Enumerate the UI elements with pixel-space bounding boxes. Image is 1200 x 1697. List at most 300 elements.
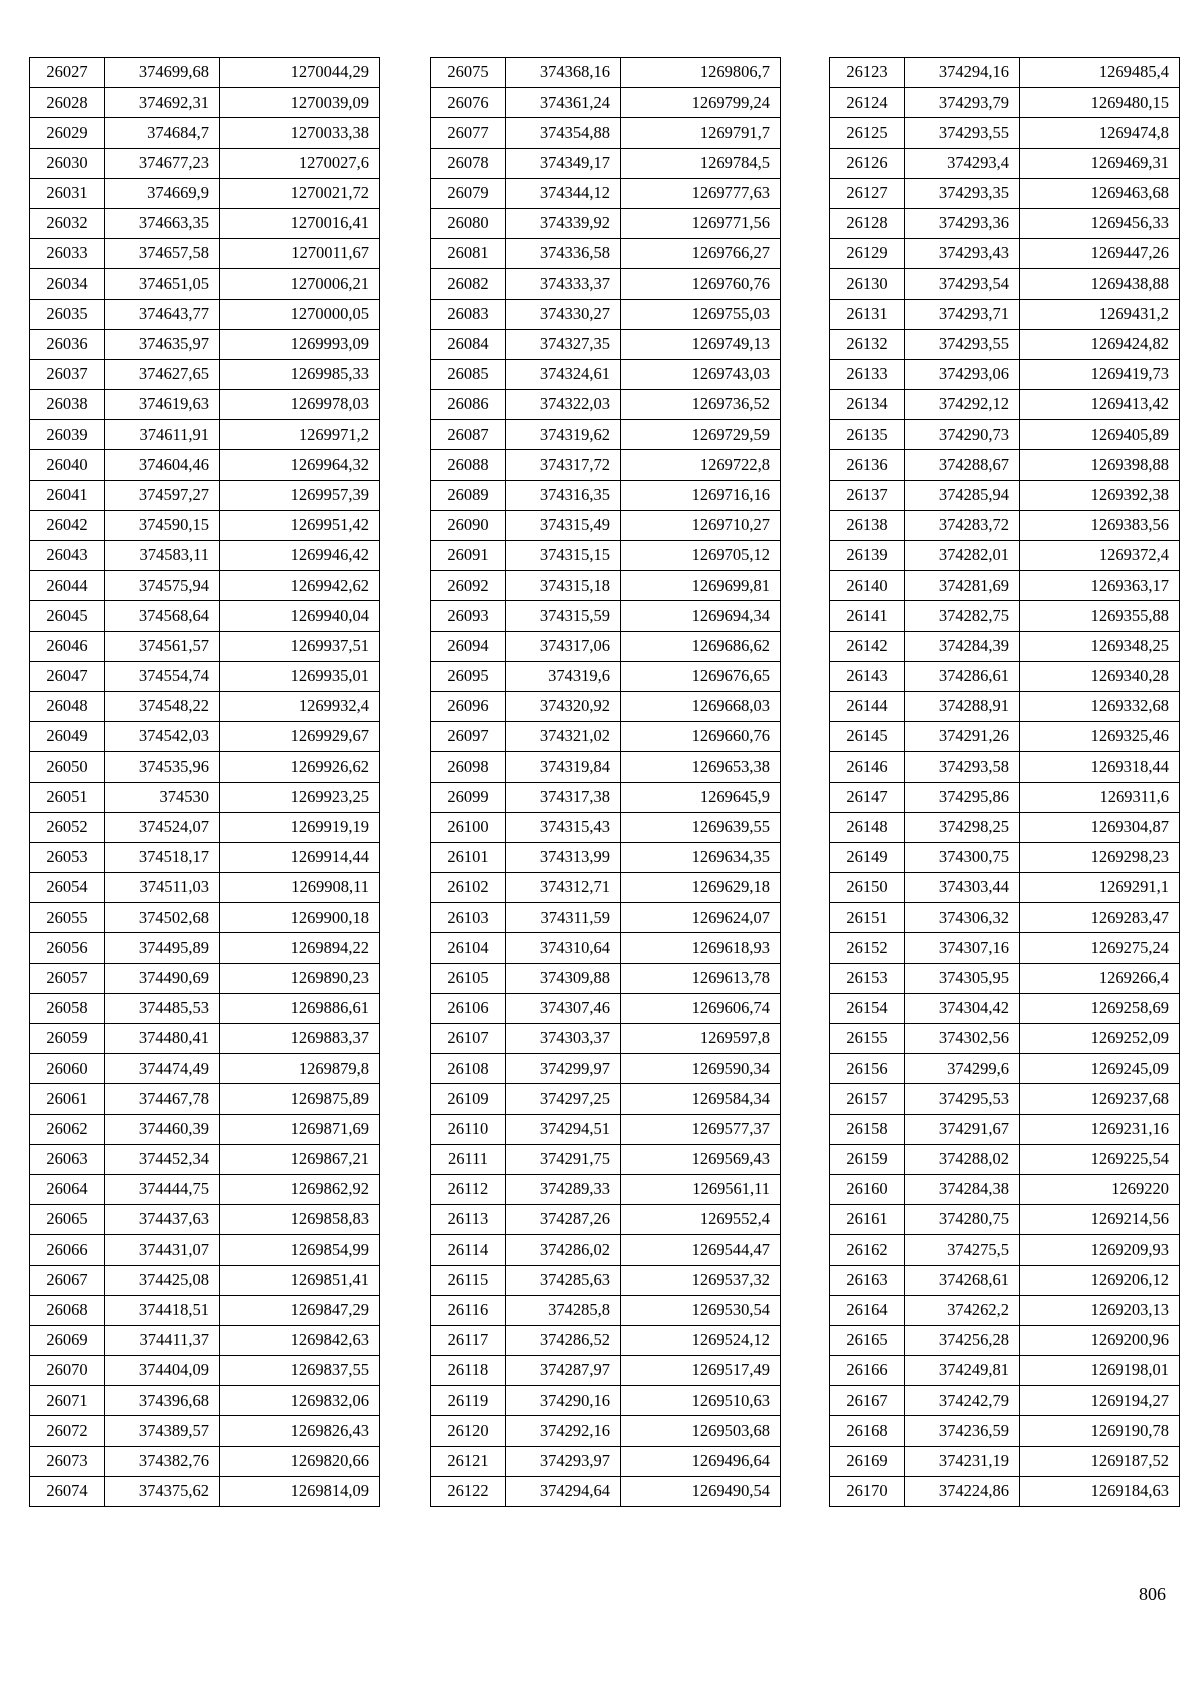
x-coordinate-cell: 374619,63 (105, 390, 220, 420)
table-row (830, 1235, 1180, 1265)
x-coordinate-cell: 374336,58 (506, 239, 621, 269)
table-row (30, 420, 380, 450)
y-coordinate-cell: 1270039,09 (220, 88, 380, 118)
y-coordinate-cell: 1270000,05 (220, 299, 380, 329)
table-row (431, 239, 781, 269)
x-coordinate-cell: 374437,63 (105, 1205, 220, 1235)
y-coordinate-cell: 1269456,33 (1020, 208, 1180, 238)
y-coordinate-cell: 1269820,66 (220, 1446, 380, 1476)
table-row (431, 903, 781, 933)
y-coordinate-cell: 1269485,4 (1020, 58, 1180, 88)
point-id-cell: 26091 (431, 541, 506, 571)
point-id-cell: 26053 (30, 842, 105, 872)
x-coordinate-cell: 374284,38 (905, 1174, 1020, 1204)
x-coordinate-cell: 374291,26 (905, 722, 1020, 752)
table-row (830, 541, 1180, 571)
y-coordinate-cell: 1270011,67 (220, 239, 380, 269)
point-id-cell: 26065 (30, 1205, 105, 1235)
y-coordinate-cell: 1269883,37 (220, 1024, 380, 1054)
point-id-cell: 26104 (431, 933, 506, 963)
x-coordinate-cell: 374291,67 (905, 1114, 1020, 1144)
point-id-cell: 26153 (830, 963, 905, 993)
point-id-cell: 26063 (30, 1144, 105, 1174)
point-id-cell: 26030 (30, 148, 105, 178)
table-row (30, 752, 380, 782)
y-coordinate-cell: 1269214,56 (1020, 1205, 1180, 1235)
table-row (830, 148, 1180, 178)
y-coordinate-cell: 1269639,55 (621, 812, 781, 842)
y-coordinate-cell: 1269424,82 (1020, 329, 1180, 359)
y-coordinate-cell: 1269653,38 (621, 752, 781, 782)
y-coordinate-cell: 1269405,89 (1020, 420, 1180, 450)
x-coordinate-cell: 374611,91 (105, 420, 220, 450)
table-row (830, 88, 1180, 118)
y-coordinate-cell: 1269851,41 (220, 1265, 380, 1295)
point-id-cell: 26027 (30, 58, 105, 88)
y-coordinate-cell: 1269946,42 (220, 541, 380, 571)
point-id-cell: 26099 (431, 782, 506, 812)
x-coordinate-cell: 374677,23 (105, 148, 220, 178)
x-coordinate-cell: 374382,76 (105, 1446, 220, 1476)
table-row (830, 722, 1180, 752)
y-coordinate-cell: 1269220 (1020, 1174, 1180, 1204)
y-coordinate-cell: 1269561,11 (621, 1174, 781, 1204)
x-coordinate-cell: 374554,74 (105, 661, 220, 691)
point-id-cell: 26094 (431, 631, 506, 661)
x-coordinate-cell: 374293,4 (905, 148, 1020, 178)
x-coordinate-cell: 374280,75 (905, 1205, 1020, 1235)
x-coordinate-cell: 374285,63 (506, 1265, 621, 1295)
point-id-cell: 26072 (30, 1416, 105, 1446)
point-id-cell: 26160 (830, 1174, 905, 1204)
point-id-cell: 26068 (30, 1295, 105, 1325)
point-id-cell: 26042 (30, 510, 105, 540)
x-coordinate-cell: 374542,03 (105, 722, 220, 752)
x-coordinate-cell: 374293,97 (506, 1446, 621, 1476)
x-coordinate-cell: 374324,61 (506, 359, 621, 389)
x-coordinate-cell: 374295,86 (905, 782, 1020, 812)
x-coordinate-cell: 374568,64 (105, 601, 220, 631)
point-id-cell: 26064 (30, 1174, 105, 1204)
x-coordinate-cell: 374224,86 (905, 1476, 1020, 1506)
x-coordinate-cell: 374293,36 (905, 208, 1020, 238)
table-row (830, 993, 1180, 1023)
point-id-cell: 26057 (30, 963, 105, 993)
table-row (30, 1476, 380, 1506)
x-coordinate-cell: 374282,01 (905, 541, 1020, 571)
y-coordinate-cell: 1269985,33 (220, 359, 380, 389)
x-coordinate-cell: 374303,44 (905, 873, 1020, 903)
y-coordinate-cell: 1269447,26 (1020, 239, 1180, 269)
y-coordinate-cell: 1269372,4 (1020, 541, 1180, 571)
y-coordinate-cell: 1269291,1 (1020, 873, 1180, 903)
y-coordinate-cell: 1269886,61 (220, 993, 380, 1023)
x-coordinate-cell: 374293,54 (905, 269, 1020, 299)
table-row (830, 450, 1180, 480)
table-row (30, 329, 380, 359)
table-row (431, 299, 781, 329)
x-coordinate-cell: 374315,59 (506, 601, 621, 631)
y-coordinate-cell: 1269978,03 (220, 390, 380, 420)
point-id-cell: 26097 (431, 722, 506, 752)
point-id-cell: 26074 (30, 1476, 105, 1506)
x-coordinate-cell: 374418,51 (105, 1295, 220, 1325)
table-row (431, 933, 781, 963)
coordinate-table-3 (829, 57, 1180, 1507)
table-row (30, 541, 380, 571)
point-id-cell: 26061 (30, 1084, 105, 1114)
x-coordinate-cell: 374511,03 (105, 873, 220, 903)
y-coordinate-cell: 1269311,6 (1020, 782, 1180, 812)
y-coordinate-cell: 1269699,81 (621, 571, 781, 601)
x-coordinate-cell: 374302,56 (905, 1024, 1020, 1054)
x-coordinate-cell: 374452,34 (105, 1144, 220, 1174)
point-id-cell: 26114 (431, 1235, 506, 1265)
y-coordinate-cell: 1269187,52 (1020, 1446, 1180, 1476)
table-row (830, 1024, 1180, 1054)
table-row (830, 208, 1180, 238)
y-coordinate-cell: 1269729,59 (621, 420, 781, 450)
y-coordinate-cell: 1269736,52 (621, 390, 781, 420)
table-row (830, 812, 1180, 842)
x-coordinate-cell: 374319,84 (506, 752, 621, 782)
point-id-cell: 26079 (431, 178, 506, 208)
x-coordinate-cell: 374242,79 (905, 1386, 1020, 1416)
x-coordinate-cell: 374361,24 (506, 88, 621, 118)
point-id-cell: 26144 (830, 691, 905, 721)
point-id-cell: 26122 (431, 1476, 506, 1506)
x-coordinate-cell: 374404,09 (105, 1356, 220, 1386)
table-row (830, 329, 1180, 359)
point-id-cell: 26089 (431, 480, 506, 510)
point-id-cell: 26157 (830, 1084, 905, 1114)
table-row (431, 1295, 781, 1325)
table-row (830, 601, 1180, 631)
table-row (431, 873, 781, 903)
x-coordinate-cell: 374293,55 (905, 329, 1020, 359)
point-id-cell: 26167 (830, 1386, 905, 1416)
y-coordinate-cell: 1269496,64 (621, 1446, 781, 1476)
table-row (30, 1084, 380, 1114)
x-coordinate-cell: 374311,59 (506, 903, 621, 933)
y-coordinate-cell: 1269584,34 (621, 1084, 781, 1114)
point-id-cell: 26085 (431, 359, 506, 389)
point-id-cell: 26131 (830, 299, 905, 329)
x-coordinate-cell: 374327,35 (506, 329, 621, 359)
x-coordinate-cell: 374304,42 (905, 993, 1020, 1023)
coordinate-table-1 (29, 57, 380, 1507)
y-coordinate-cell: 1269890,23 (220, 963, 380, 993)
point-id-cell: 26123 (830, 58, 905, 88)
y-coordinate-cell: 1269766,27 (621, 239, 781, 269)
y-coordinate-cell: 1269942,62 (220, 571, 380, 601)
x-coordinate-cell: 374287,26 (506, 1205, 621, 1235)
y-coordinate-cell: 1269871,69 (220, 1114, 380, 1144)
table-row (431, 722, 781, 752)
x-coordinate-cell: 374298,25 (905, 812, 1020, 842)
point-id-cell: 26067 (30, 1265, 105, 1295)
y-coordinate-cell: 1269613,78 (621, 963, 781, 993)
x-coordinate-cell: 374285,8 (506, 1295, 621, 1325)
table-row (431, 1084, 781, 1114)
table-row (30, 1144, 380, 1174)
table-row (830, 661, 1180, 691)
point-id-cell: 26165 (830, 1325, 905, 1355)
point-id-cell: 26138 (830, 510, 905, 540)
x-coordinate-cell: 374389,57 (105, 1416, 220, 1446)
y-coordinate-cell: 1269760,76 (621, 269, 781, 299)
table-row (30, 208, 380, 238)
table-row (30, 88, 380, 118)
table-row (431, 450, 781, 480)
table-row (30, 118, 380, 148)
x-coordinate-cell: 374306,32 (905, 903, 1020, 933)
point-id-cell: 26105 (431, 963, 506, 993)
x-coordinate-cell: 374286,02 (506, 1235, 621, 1265)
y-coordinate-cell: 1269908,11 (220, 873, 380, 903)
table-row (830, 178, 1180, 208)
x-coordinate-cell: 374669,9 (105, 178, 220, 208)
point-id-cell: 26135 (830, 420, 905, 450)
point-id-cell: 26088 (431, 450, 506, 480)
y-coordinate-cell: 1269624,07 (621, 903, 781, 933)
y-coordinate-cell: 1269480,15 (1020, 88, 1180, 118)
table-row (431, 1235, 781, 1265)
table-row (30, 1174, 380, 1204)
point-id-cell: 26126 (830, 148, 905, 178)
y-coordinate-cell: 1269842,63 (220, 1325, 380, 1355)
point-id-cell: 26109 (431, 1084, 506, 1114)
point-id-cell: 26095 (431, 661, 506, 691)
y-coordinate-cell: 1269590,34 (621, 1054, 781, 1084)
point-id-cell: 26056 (30, 933, 105, 963)
table-row (830, 691, 1180, 721)
point-id-cell: 26128 (830, 208, 905, 238)
y-coordinate-cell: 1269694,34 (621, 601, 781, 631)
point-id-cell: 26046 (30, 631, 105, 661)
y-coordinate-cell: 1269660,76 (621, 722, 781, 752)
y-coordinate-cell: 1269304,87 (1020, 812, 1180, 842)
y-coordinate-cell: 1269971,2 (220, 420, 380, 450)
x-coordinate-cell: 374535,96 (105, 752, 220, 782)
x-coordinate-cell: 374548,22 (105, 691, 220, 721)
x-coordinate-cell: 374431,07 (105, 1235, 220, 1265)
y-coordinate-cell: 1269348,25 (1020, 631, 1180, 661)
point-id-cell: 26033 (30, 239, 105, 269)
table-row (30, 359, 380, 389)
point-id-cell: 26143 (830, 661, 905, 691)
point-id-cell: 26081 (431, 239, 506, 269)
x-coordinate-cell: 374303,37 (506, 1024, 621, 1054)
table-row (30, 1416, 380, 1446)
point-id-cell: 26093 (431, 601, 506, 631)
table-row (30, 269, 380, 299)
x-coordinate-cell: 374290,16 (506, 1386, 621, 1416)
y-coordinate-cell: 1269634,35 (621, 842, 781, 872)
x-coordinate-cell: 374583,11 (105, 541, 220, 571)
table-row (830, 1114, 1180, 1144)
x-coordinate-cell: 374293,55 (905, 118, 1020, 148)
table-row (830, 510, 1180, 540)
y-coordinate-cell: 1269937,51 (220, 631, 380, 661)
point-id-cell: 26148 (830, 812, 905, 842)
point-id-cell: 26039 (30, 420, 105, 450)
x-coordinate-cell: 374339,92 (506, 208, 621, 238)
point-id-cell: 26044 (30, 571, 105, 601)
x-coordinate-cell: 374375,62 (105, 1476, 220, 1506)
y-coordinate-cell: 1269629,18 (621, 873, 781, 903)
point-id-cell: 26058 (30, 993, 105, 1023)
y-coordinate-cell: 1269544,47 (621, 1235, 781, 1265)
table-row (830, 390, 1180, 420)
y-coordinate-cell: 1269814,09 (220, 1476, 380, 1506)
y-coordinate-cell: 1269940,04 (220, 601, 380, 631)
y-coordinate-cell: 1269231,16 (1020, 1114, 1180, 1144)
y-coordinate-cell: 1269926,62 (220, 752, 380, 782)
table-row (431, 571, 781, 601)
table-row (30, 1205, 380, 1235)
y-coordinate-cell: 1269749,13 (621, 329, 781, 359)
x-coordinate-cell: 374485,53 (105, 993, 220, 1023)
point-id-cell: 26116 (431, 1295, 506, 1325)
x-coordinate-cell: 374300,75 (905, 842, 1020, 872)
table-row (30, 148, 380, 178)
point-id-cell: 26158 (830, 1114, 905, 1144)
point-id-cell: 26080 (431, 208, 506, 238)
x-coordinate-cell: 374315,15 (506, 541, 621, 571)
table-row (30, 1325, 380, 1355)
table-row (830, 58, 1180, 88)
point-id-cell: 26045 (30, 601, 105, 631)
point-id-cell: 26054 (30, 873, 105, 903)
table-row (830, 420, 1180, 450)
table-row (830, 903, 1180, 933)
x-coordinate-cell: 374288,02 (905, 1144, 1020, 1174)
table-row (830, 359, 1180, 389)
point-id-cell: 26110 (431, 1114, 506, 1144)
x-coordinate-cell: 374344,12 (506, 178, 621, 208)
point-id-cell: 26166 (830, 1356, 905, 1386)
point-id-cell: 26073 (30, 1446, 105, 1476)
x-coordinate-cell: 374305,95 (905, 963, 1020, 993)
y-coordinate-cell: 1269618,93 (621, 933, 781, 963)
x-coordinate-cell: 374524,07 (105, 812, 220, 842)
point-id-cell: 26032 (30, 208, 105, 238)
table-row (431, 1476, 781, 1506)
point-id-cell: 26062 (30, 1114, 105, 1144)
table-row (431, 390, 781, 420)
point-id-cell: 26102 (431, 873, 506, 903)
y-coordinate-cell: 1269332,68 (1020, 691, 1180, 721)
table-row (30, 661, 380, 691)
table-row (30, 782, 380, 812)
y-coordinate-cell: 1269832,06 (220, 1386, 380, 1416)
y-coordinate-cell: 1269858,83 (220, 1205, 380, 1235)
table-row (30, 1265, 380, 1295)
y-coordinate-cell: 1269431,2 (1020, 299, 1180, 329)
x-coordinate-cell: 374307,16 (905, 933, 1020, 963)
table-row (30, 178, 380, 208)
point-id-cell: 26106 (431, 993, 506, 1023)
y-coordinate-cell: 1270016,41 (220, 208, 380, 238)
x-coordinate-cell: 374289,33 (506, 1174, 621, 1204)
point-id-cell: 26051 (30, 782, 105, 812)
x-coordinate-cell: 374692,31 (105, 88, 220, 118)
table-row (830, 1325, 1180, 1355)
point-id-cell: 26103 (431, 903, 506, 933)
point-id-cell: 26083 (431, 299, 506, 329)
table-row (431, 782, 781, 812)
table-row (30, 480, 380, 510)
page-number: 806 (1139, 1584, 1166, 1604)
y-coordinate-cell: 1269710,27 (621, 510, 781, 540)
table-row (830, 1476, 1180, 1506)
y-coordinate-cell: 1269530,54 (621, 1295, 781, 1325)
x-coordinate-cell: 374590,15 (105, 510, 220, 540)
point-id-cell: 26035 (30, 299, 105, 329)
point-id-cell: 26098 (431, 752, 506, 782)
table-row (431, 661, 781, 691)
point-id-cell: 26101 (431, 842, 506, 872)
y-coordinate-cell: 1269799,24 (621, 88, 781, 118)
x-coordinate-cell: 374663,35 (105, 208, 220, 238)
x-coordinate-cell: 374256,28 (905, 1325, 1020, 1355)
x-coordinate-cell: 374330,27 (506, 299, 621, 329)
table-row (830, 1205, 1180, 1235)
point-id-cell: 26049 (30, 722, 105, 752)
point-id-cell: 26164 (830, 1295, 905, 1325)
x-coordinate-cell: 374281,69 (905, 571, 1020, 601)
x-coordinate-cell: 374310,64 (506, 933, 621, 963)
x-coordinate-cell: 374495,89 (105, 933, 220, 963)
x-coordinate-cell: 374291,75 (506, 1144, 621, 1174)
point-id-cell: 26124 (830, 88, 905, 118)
point-id-cell: 26107 (431, 1024, 506, 1054)
table-row (30, 812, 380, 842)
table-row (830, 299, 1180, 329)
table-row (830, 631, 1180, 661)
x-coordinate-cell: 374286,61 (905, 661, 1020, 691)
table-row (431, 601, 781, 631)
y-coordinate-cell: 1269469,31 (1020, 148, 1180, 178)
x-coordinate-cell: 374299,97 (506, 1054, 621, 1084)
y-coordinate-cell: 1269298,23 (1020, 842, 1180, 872)
y-coordinate-cell: 1269577,37 (621, 1114, 781, 1144)
x-coordinate-cell: 374293,71 (905, 299, 1020, 329)
table-row (431, 329, 781, 359)
y-coordinate-cell: 1269900,18 (220, 903, 380, 933)
table-row (30, 58, 380, 88)
point-id-cell: 26119 (431, 1386, 506, 1416)
y-coordinate-cell: 1269993,09 (220, 329, 380, 359)
x-coordinate-cell: 374396,68 (105, 1386, 220, 1416)
table-row (30, 933, 380, 963)
y-coordinate-cell: 1269784,5 (621, 148, 781, 178)
table-row (30, 631, 380, 661)
y-coordinate-cell: 1269875,89 (220, 1084, 380, 1114)
y-coordinate-cell: 1269552,4 (621, 1205, 781, 1235)
table-row (431, 420, 781, 450)
y-coordinate-cell: 1269206,12 (1020, 1265, 1180, 1295)
point-id-cell: 26078 (431, 148, 506, 178)
y-coordinate-cell: 1269951,42 (220, 510, 380, 540)
x-coordinate-cell: 374597,27 (105, 480, 220, 510)
point-id-cell: 26071 (30, 1386, 105, 1416)
table-row (830, 1416, 1180, 1446)
table-row (30, 1054, 380, 1084)
table-row (830, 1084, 1180, 1114)
point-id-cell: 26075 (431, 58, 506, 88)
